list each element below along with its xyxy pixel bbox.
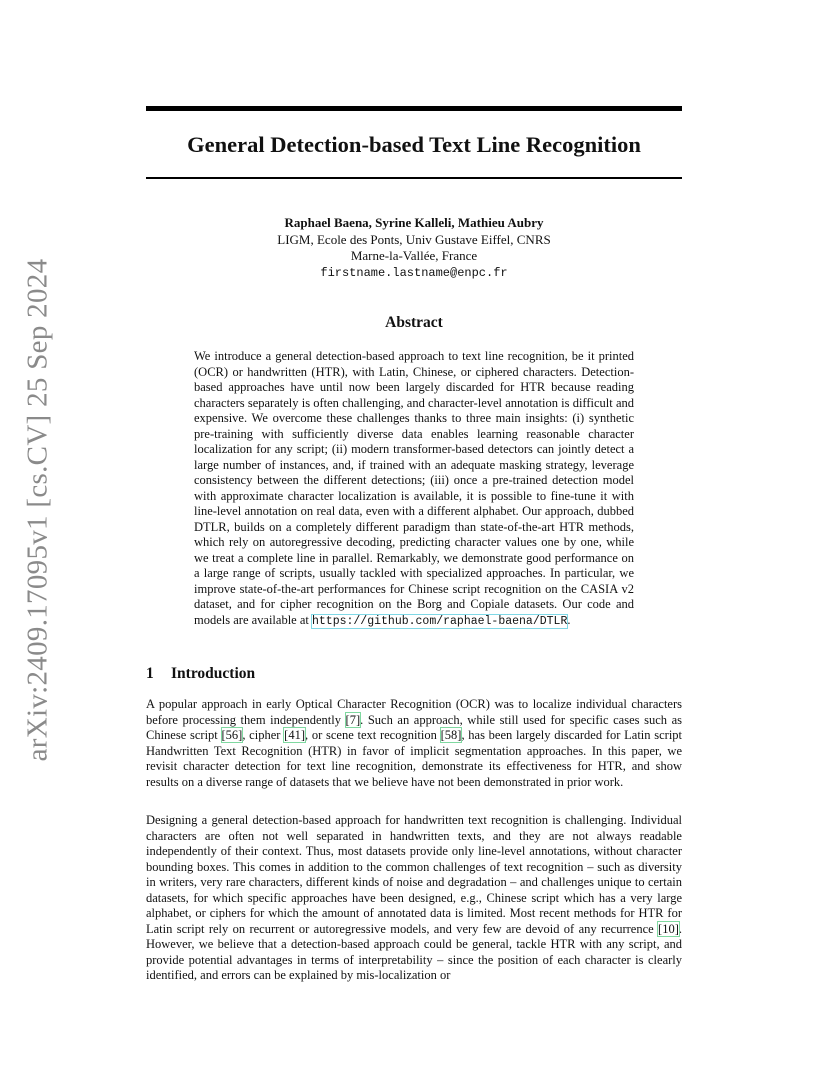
abstract-heading: Abstract bbox=[385, 314, 443, 331]
code-repository-link[interactable]: https://github.com/raphael-baena/DTLR bbox=[312, 614, 568, 628]
intro-paragraph-1 bbox=[146, 697, 682, 790]
citation-link[interactable]: [58] bbox=[440, 728, 462, 742]
author-names: Raphael Baena, Syrine Kalleli, Mathieu Aubry bbox=[284, 215, 544, 230]
text-run: Designing a general detection-based approach for handwritten text recognition is challenging. Individual characters are often not well separated in handwritten texts, and they are not always readable independently of their context. Thus, most datasets provide only line-level annotations, without character bounding boxes. This comes in addition to the common challenges of text recognition – such as diversity in writers, very rare characters, different kinds of noise and degradation – and challenges unique to certain datasets, for which specific approaches have been designed, e.g., Chinese script which has a very large alphabet, or ciphers for which the amount of annotated data is limited. Most recent methods for HTR for Latin script rely on recurrent or autoregressive models, and very few are devoid of any recurrence bbox=[146, 813, 682, 936]
arxiv-side-stamp bbox=[18, 258, 58, 762]
location: Marne-la-Vallée, France bbox=[350, 248, 478, 263]
paper-title: General Detection-based Text Line Recognition bbox=[187, 132, 641, 157]
text-run: , cipher bbox=[242, 728, 285, 742]
title-top-rule bbox=[146, 106, 682, 111]
citation-link[interactable]: [56] bbox=[221, 728, 243, 742]
citation-link[interactable]: [10] bbox=[658, 921, 679, 936]
section-number: 1 bbox=[146, 665, 154, 682]
text-run: . However, we believe that a detection-based approach could be general, tackle HTR with any script, and provide potential advantages in terms of interpretability – since the position of each character is clearly identified, and errors can be explained by mis-localization or bbox=[146, 921, 682, 982]
abstract-text: We introduce a general detection-based approach to text line recognition, be it printed (OCR) or handwritten (HTR), with Latin, Chinese, or ciphered characters. Detection-based approaches have until now been largely discarded for HTR because reading characters separately is often challenging, and character-level annotation is difficult and expensive. We overcome these challenges thanks to three main insights: (i) synthetic pre-training with sufficiently diverse data enables learning reasonable character localization for any script; (ii) modern transformer-based detectors can jointly detect a large number of instances, and, if trained with an adequate masking strategy, leverage consistency between the different detections; (iii) once a pre-trained detection model with approximate character localization is available, it is possible to fine-tune it with line-level annotation on real data, even with a different alphabet. Our approach, dubbed DTLR, builds on a completely different paradigm than state-of-the-art HTR methods, which rely on autoregressive decoding, predicting character values one by one, while we treat a complete line in parallel. Remarkably, we demonstrate good performance on a large range of scripts, usually tackled with specialized approaches. In particular, we improve state-of-the-art performances for Chinese script recognition on the CASIA v2 dataset, and for cipher recognition on the Borg and Copiale datasets. Our code and models are available at bbox=[194, 349, 634, 627]
abstract-body bbox=[194, 349, 634, 629]
intro-paragraph-2 bbox=[146, 813, 682, 984]
email-address: firstname.lastname@enpc.fr bbox=[320, 265, 508, 280]
citation-link[interactable]: [7] bbox=[345, 712, 361, 727]
text-run: , or scene text recognition bbox=[304, 728, 441, 742]
arxiv-identifier: arXiv:2409.17095v1 [cs.CV] 25 Sep 2024 bbox=[21, 258, 54, 762]
abstract-tail: . bbox=[567, 612, 571, 627]
text-run: . Such an approach, while still used for specific cases such as Chinese script bbox=[146, 712, 682, 742]
author-block bbox=[146, 215, 682, 281]
section-title: Introduction bbox=[171, 665, 256, 682]
section-heading bbox=[146, 663, 682, 685]
text-run: , has been largely discarded for Latin script Handwritten Text Recognition (HTR) in favor of implicit segmentation approaches. In this paper, we revisit character detection for text line recognition, demonstrate its effectiveness for HTR, and show results on a diverse range of datasets that we believe have not been demonstrated in prior work. bbox=[146, 728, 683, 789]
affiliation: LIGM, Ecole des Ponts, Univ Gustave Eiffel, CNRS bbox=[277, 231, 551, 247]
text-run: A popular approach in early Optical Character Recognition (OCR) was to localize individual characters before processing them independently bbox=[146, 697, 682, 727]
title-bottom-rule bbox=[146, 177, 682, 179]
citation-link[interactable]: [41] bbox=[284, 728, 305, 742]
